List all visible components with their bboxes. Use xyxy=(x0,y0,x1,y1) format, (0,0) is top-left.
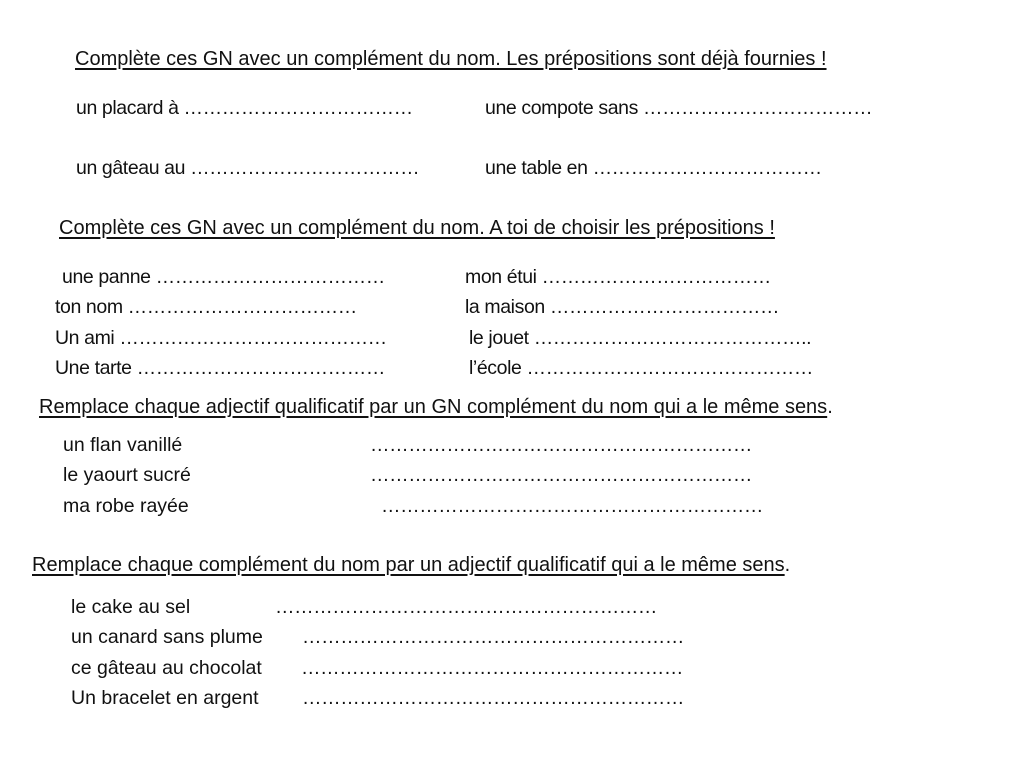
exercise4-instruction xyxy=(32,555,790,575)
exercise2-instruction-text: Complète ces GN avec un complément du nom. A toi de choisir les prépositions ! xyxy=(59,217,775,239)
exercise3-blank-yaourt: …………………………………………………… xyxy=(370,464,753,486)
exercise4-label-bracelet: Un bracelet en argent xyxy=(71,687,259,709)
exercise4-label-canard: un canard sans plume xyxy=(71,626,263,648)
exercise2-item-tarte: Une tarte ………………………………… xyxy=(55,357,385,379)
exercise2-item-ecole: l’école ……………………………………… xyxy=(469,357,813,379)
exercise3-blank-flan: …………………………………………………… xyxy=(370,434,753,456)
exercise1-item-gateau: un gâteau au ……………………………… xyxy=(76,157,420,179)
exercise3-label-robe: ma robe rayée xyxy=(63,495,189,517)
exercise3-blank-robe: …………………………………………………… xyxy=(381,495,764,517)
exercise4-label-cake: le cake au sel xyxy=(71,596,191,618)
exercise3-instruction-text: Remplace chaque adjectif qualificatif par un GN complément du nom qui a le même sens xyxy=(39,396,828,418)
exercise2-instruction xyxy=(59,218,775,238)
exercise4-instruction-end: . xyxy=(784,554,791,576)
exercise2-item-ami: Un ami …………………………………… xyxy=(55,327,387,349)
exercise4-blank-gateau: …………………………………………………… xyxy=(301,657,684,679)
exercise1-item-table: une table en ……………………………… xyxy=(485,157,822,179)
exercise2-item-nom: ton nom ……………………………… xyxy=(55,296,357,318)
exercise2-item-panne: une panne ……………………………… xyxy=(62,266,385,288)
exercise1-instruction-text: Complète ces GN avec un complément du nom. Les prépositions sont déjà fournies ! xyxy=(75,48,827,70)
exercise3-label-flan: un flan vanillé xyxy=(63,434,183,456)
exercise3-instruction xyxy=(39,397,833,417)
exercise1-item-placard: un placard à ……………………………… xyxy=(76,97,413,119)
exercise4-blank-canard: …………………………………………………… xyxy=(302,626,685,648)
exercise3-instruction-end: . xyxy=(827,396,833,418)
exercise2-item-maison: la maison ……………………………… xyxy=(465,296,780,318)
exercise1-instruction xyxy=(75,49,827,69)
exercise2-item-etui: mon étui ……………………………… xyxy=(465,266,771,288)
exercise4-instruction-text: Remplace chaque complément du nom par un adjectif qualificatif qui a le même sens xyxy=(32,554,785,576)
exercise4-blank-cake: …………………………………………………… xyxy=(275,596,658,618)
exercise4-label-gateau: ce gâteau au chocolat xyxy=(71,657,262,679)
exercise4-blank-bracelet: …………………………………………………… xyxy=(302,687,685,709)
exercise3-label-yaourt: le yaourt sucré xyxy=(63,464,191,486)
exercise1-item-compote: une compote sans ……………………………… xyxy=(485,97,873,119)
exercise2-item-jouet: le jouet …………………………………….. xyxy=(469,327,812,349)
